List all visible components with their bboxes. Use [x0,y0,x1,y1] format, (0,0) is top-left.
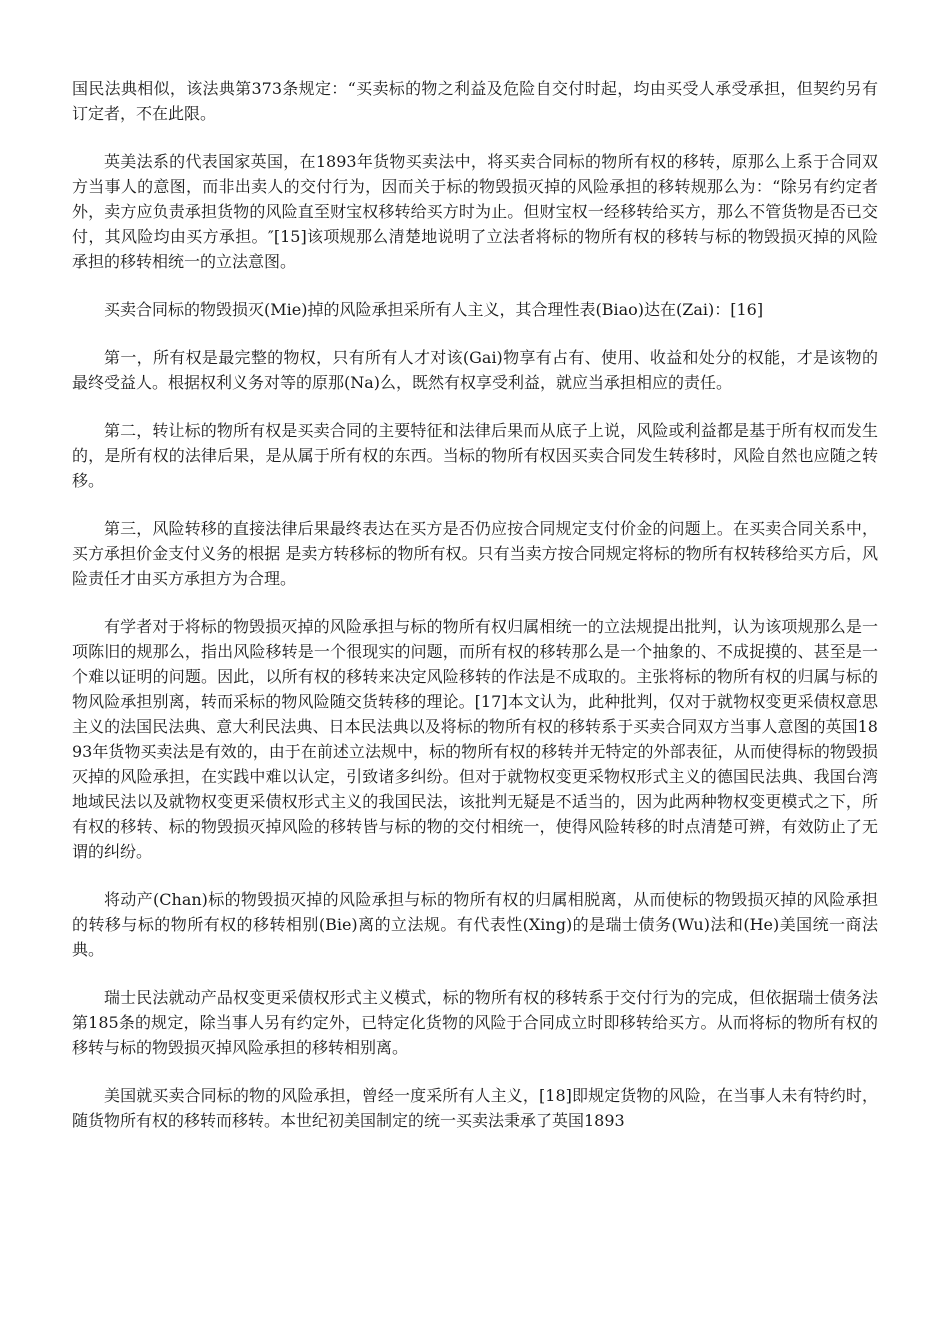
paragraph-continued: 国民法典相似，该法典第373条规定：“买卖标的物之利益及危险自交付时起，均由买受人承受承担，但契约另有订定者，不在此限。 [72,79,878,123]
paragraph-swiss-law: 瑞士民法就动产品权变更采债权形式主义模式，标的物所有权的移转系于交付行为的完成，但依据瑞士债务法第185条的规定，除当事人另有约定外，已特定化货物的风险于合同成立时即移转给买方。从而将标的物所有权的移转与标的物毁损灭掉风险承担的移转相别离。 [72,988,878,1057]
paragraph-us-law: 美国就买卖合同标的物的风险承担，曾经一度采所有人主义，[18]即规定货物的风险，在当事人未有特约时，随货物所有权的移转而移转。本世纪初美国制定的统一买卖法秉承了英国1893 [72,1086,878,1130]
paragraph-separation-rule: 将动产(Chan)标的物毁损灭掉的风险承担与标的物所有权的归属相脱离，从而使标的物毁损灭掉的风险承担的转移与标的物所有权的移转相别(Bie)离的立法规。有代表性(Xing)的是瑞士债务(Wu)法和(He)美国统一商法典。 [72,890,878,959]
paragraph-english-law: 英美法系的代表国家英国，在1893年货物买卖法中，将买卖合同标的物所有权的移转，原那么上系于合同双方当事人的意图，而非出卖人的交付行为，因而关于标的物毁损灭掉的风险承担的移转规那么为：“除另有约定者外，卖方应负责承担货物的风险直至财宝权移转给买方时为止。但财宝权一经移转给买方，那么不管货物是否已交付，其风险均由买方承担。″[15]该项规那么清楚地说明了立法者将标的物所有权的移转与标的物毁损灭掉的风险承担的移转相统一的立法意图。 [72,152,878,271]
paragraph-critique: 有学者对于将标的物毁损灭掉的风险承担与标的物所有权归属相统一的立法规提出批判，认为该项规那么是一项陈旧的规那么，指出风险移转是一个很现实的问题，而所有权的移转那么是一个抽象的、不成捉摸的、甚至是一个难以证明的问题。因此，以所有权的移转来决定风险移转的作法是不成取的。主张将标的物所有权的归属与标的物风险承担别离，转而采标的物风险随交货转移的理论。[17]本文认为，此种批判，仅对于就物权变更采债权意思主义的法国民法典、意大利民法典、日本民法典以及将标的物所有权的移转系于买卖合同双方当事人意图的英国1893年货物买卖法是有效的，由于在前述立法规中，标的物所有权的移转并无特定的外部表征，从而使得标的物毁损灭掉的风险承担，在实践中难以认定，引致诸多纠纷。但对于就物权变更采物权形式主义的德国民法典、我国台湾地域民法以及就物权变更采债权形式主义的我国民法，该批判无疑是不适当的，因为此两种物权变更模式之下，所有权的移转、标的物毁损灭掉风险的移转皆与标的物的交付相统一，使得风险转移的时点清楚可辨，有效防止了无谓的纠纷。 [72,617,878,861]
paragraph-first-reason: 第一，所有权是最完整的物权，只有所有人才对该(Gai)物享有占有、使用、收益和处分的权能，才是该物的最终受益人。根据权利义务对等的原那(Na)么，既然有权享受利益，就应当承担相应的责任。 [72,348,878,392]
document-body [72,76,878,1156]
paragraph-third-reason: 第三，风险转移的直接法律后果最终表达在买方是否仍应按合同规定支付价金的问题上。在买卖合同关系中，买方承担价金支付义务的根据 是卖方转移标的物所有权。只有当卖方按合同规定将标的物所有权转移给买方后，风险责任才由买方承担方为合理。 [72,519,878,588]
paragraph-owner-principle: 买卖合同标的物毁损灭(Mie)掉的风险承担采所有人主义，其合理性表(Biao)达在(Zai)：[16] [104,300,764,319]
paragraph-second-reason: 第二，转让标的物所有权是买卖合同的主要特征和法律后果而从底子上说，风险或利益都是基于所有权而发生的，是所有权的法律后果，是从属于所有权的东西。当标的物所有权因买卖合同发生转移时，风险自然也应随之转移。 [72,421,878,490]
